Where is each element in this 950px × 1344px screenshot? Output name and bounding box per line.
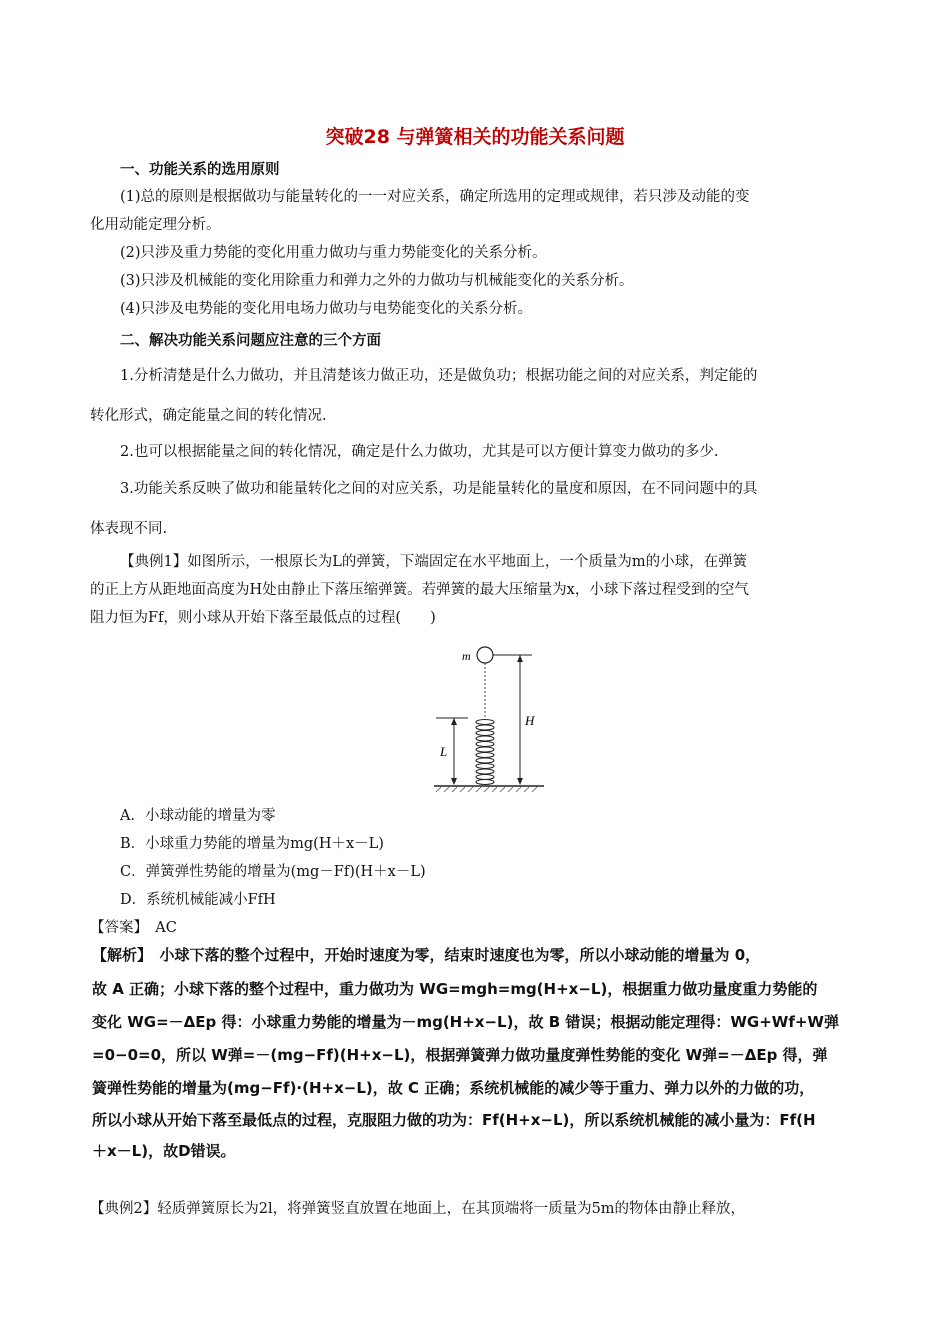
section2-heading: 二、解决功能关系问题应注意的三个方面 (120, 333, 381, 349)
analysis-line-7: ＋x－L)，故D错误。 (92, 1142, 236, 1160)
example2-line1: 【典例2】轻质弹簧原长为2l，将弹簧竖直放置在地面上，在其顶端将一质量为5m的物体由静止释放， (90, 1201, 746, 1217)
option-b: B．小球重力势能的增量为mg(H＋x－L) (120, 836, 384, 852)
section2-p3-line1: 3.功能关系反映了做功和能量转化之间的对应关系，功是能量转化的量度和原因，在不同问题中的具 (120, 481, 758, 497)
example1-line2: 的正上方从距地面高度为H处由静止下落压缩弹簧。若弹簧的最大压缩量为x，小球下落过程受到的空气 (90, 582, 749, 598)
section1-p2: (2)只涉及重力势能的变化用重力做功与重力势能变化的关系分析。 (120, 245, 547, 261)
option-c: C．弹簧弹性势能的增量为(mg－Ff)(H＋x－L) (120, 864, 426, 880)
analysis-line-4: =0−0=0，所以 W弹=－(mg−Ff)(H+x−L)，根据弹簧弹力做功量度弹性势能的变化 W弹=－ΔEp 得，弹 (92, 1046, 828, 1064)
spring (476, 720, 494, 785)
option-d: D．系统机械能减小FfH (120, 892, 276, 908)
section2-p3-line2: 体表现不同. (90, 521, 168, 537)
analysis-line-1: 【解析】 小球下落的整个过程中，开始时速度为零，结束时速度也为零，所以小球动能的增量为 0， (92, 946, 761, 964)
ball (477, 647, 493, 663)
page-title: 突破28 与弹簧相关的功能关系问题 (325, 126, 625, 148)
analysis-line-6: 所以小球从开始下落至最低点的过程，克服阻力做的功为：Ff(H+x−L)，所以系统机械能的减小量为：Ff(H (92, 1111, 816, 1129)
analysis-line-5: 簧弹性势能的增量为(mg−Ff)·(H+x−L)，故 C 正确；系统机械能的减少等于重力、弹力以外的力做的功， (92, 1079, 815, 1097)
section2-p1-line1: 1.分析清楚是什么力做功，并且清楚该力做正功，还是做负功；根据功能之间的对应关系，判定能的 (120, 368, 758, 384)
section1-p4: (4)只涉及电势能的变化用电场力做功与电势能变化的关系分析。 (120, 301, 533, 317)
section1-p1-line1: (1)总的原则是根据做功与能量转化的一一对应关系，确定所选用的定理或规律，若只涉及动能的变 (120, 189, 750, 205)
option-a: A．小球动能的增量为零 (120, 808, 276, 824)
section2-p2: 2.也可以根据能量之间的转化情况，确定是什么力做功，尤其是可以方便计算变力做功的多少. (120, 444, 719, 460)
answer: 【答案】 AC (90, 920, 177, 936)
length-label: L (440, 744, 448, 759)
analysis-line-3: 变化 WG=－ΔEp 得：小球重力势能的增量为－mg(H+x−L)，故 B 错误；根据动能定理得：WG+Wf+W弹 (92, 1013, 839, 1031)
example1-line3: 阻力恒为Ff，则小球从开始下落至最低点的过程( ) (90, 610, 436, 626)
section1-p3: (3)只涉及机械能的变化用除重力和弹力之外的力做功与机械能变化的关系分析。 (120, 273, 634, 289)
mass-label: m (462, 649, 471, 663)
height-label: H (525, 713, 535, 728)
section1-p1-line2: 化用动能定理分析。 (90, 217, 221, 233)
analysis-line-2: 故 A 正确；小球下落的整个过程中，重力做功为 WG=mgh=mg(H+x−L)，根据重力做功量度重力势能的 (92, 980, 818, 998)
spring-ball-figure (424, 632, 554, 792)
section2-p1-line2: 转化形式，确定能量之间的转化情况. (90, 408, 327, 424)
section1-heading: 一、功能关系的选用原则 (120, 162, 280, 178)
example1-line1: 【典例1】如图所示，一根原长为L的弹簧，下端固定在水平地面上，一个质量为m的小球，在弹簧 (120, 554, 748, 570)
